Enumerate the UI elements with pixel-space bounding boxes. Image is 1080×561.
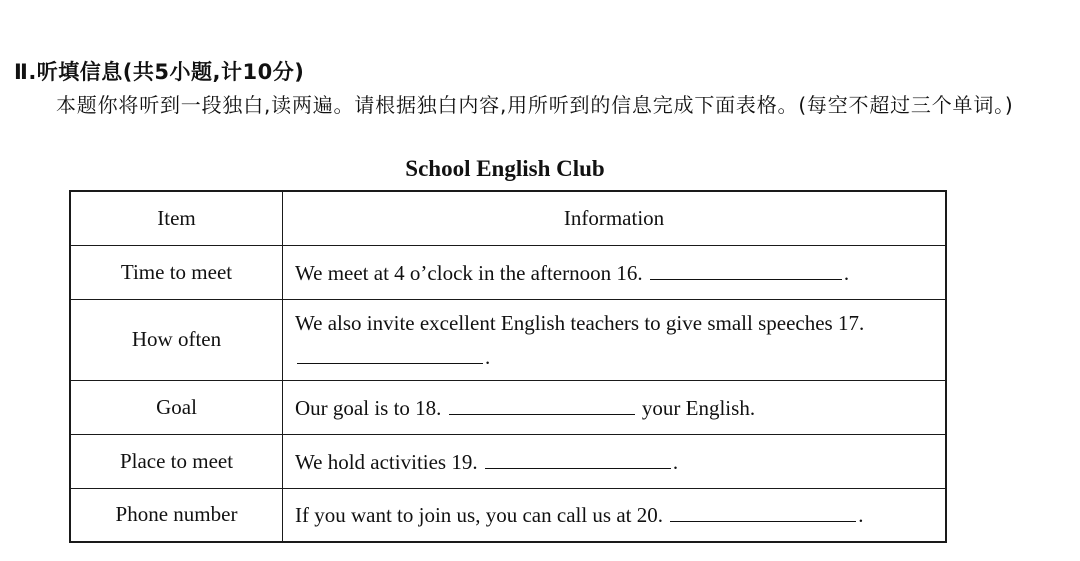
table-row (70, 488, 946, 542)
instructions-text: 本题你将听到一段独白,读两遍。请根据独白内容,用所听到的信息完成下面表格。(每空不超过三个单词。) (56, 93, 1014, 117)
table-row (70, 434, 946, 488)
item-label: Goal (70, 380, 283, 434)
info-text: Our goal is to 18. (295, 395, 442, 420)
item-label: Time to meet (70, 245, 283, 299)
info-text: If you want to join us, you can call us at 20. (295, 503, 664, 528)
table-row (70, 299, 946, 380)
info-text: We meet at 4 o’clock in the afternoon 16. (295, 260, 643, 285)
answer-blank-18[interactable] (449, 394, 635, 415)
info-text-end: . (843, 260, 850, 285)
info-cell (283, 299, 947, 380)
info-cell (283, 434, 947, 488)
info-cell (283, 245, 947, 299)
table-row (70, 380, 946, 434)
table-row (70, 245, 946, 299)
item-label: Phone number (70, 488, 283, 542)
info-text-end: . (672, 449, 679, 474)
answer-blank-17[interactable] (297, 343, 483, 364)
item-label: How often (70, 299, 283, 380)
info-text: We hold activities 19. (295, 449, 478, 474)
answer-blank-20[interactable] (670, 501, 856, 522)
info-cell (283, 488, 947, 542)
club-info-table (69, 190, 947, 543)
header-item: Item (70, 191, 283, 245)
answer-blank-19[interactable] (485, 448, 671, 469)
info-text: We also invite excellent English teachers to give small speeches 17. (295, 310, 865, 335)
header-information: Information (283, 191, 947, 245)
info-text-end: . (858, 503, 864, 528)
info-cell (283, 380, 947, 434)
table-header-row (70, 191, 946, 245)
answer-blank-16[interactable] (650, 259, 842, 280)
info-text-end: . (485, 344, 491, 369)
section-heading: Ⅱ.听填信息(共5小题,计10分) (14, 60, 305, 84)
item-label: Place to meet (70, 434, 283, 488)
table-title: School English Club (405, 156, 605, 181)
info-text-end: your English. (641, 395, 756, 420)
